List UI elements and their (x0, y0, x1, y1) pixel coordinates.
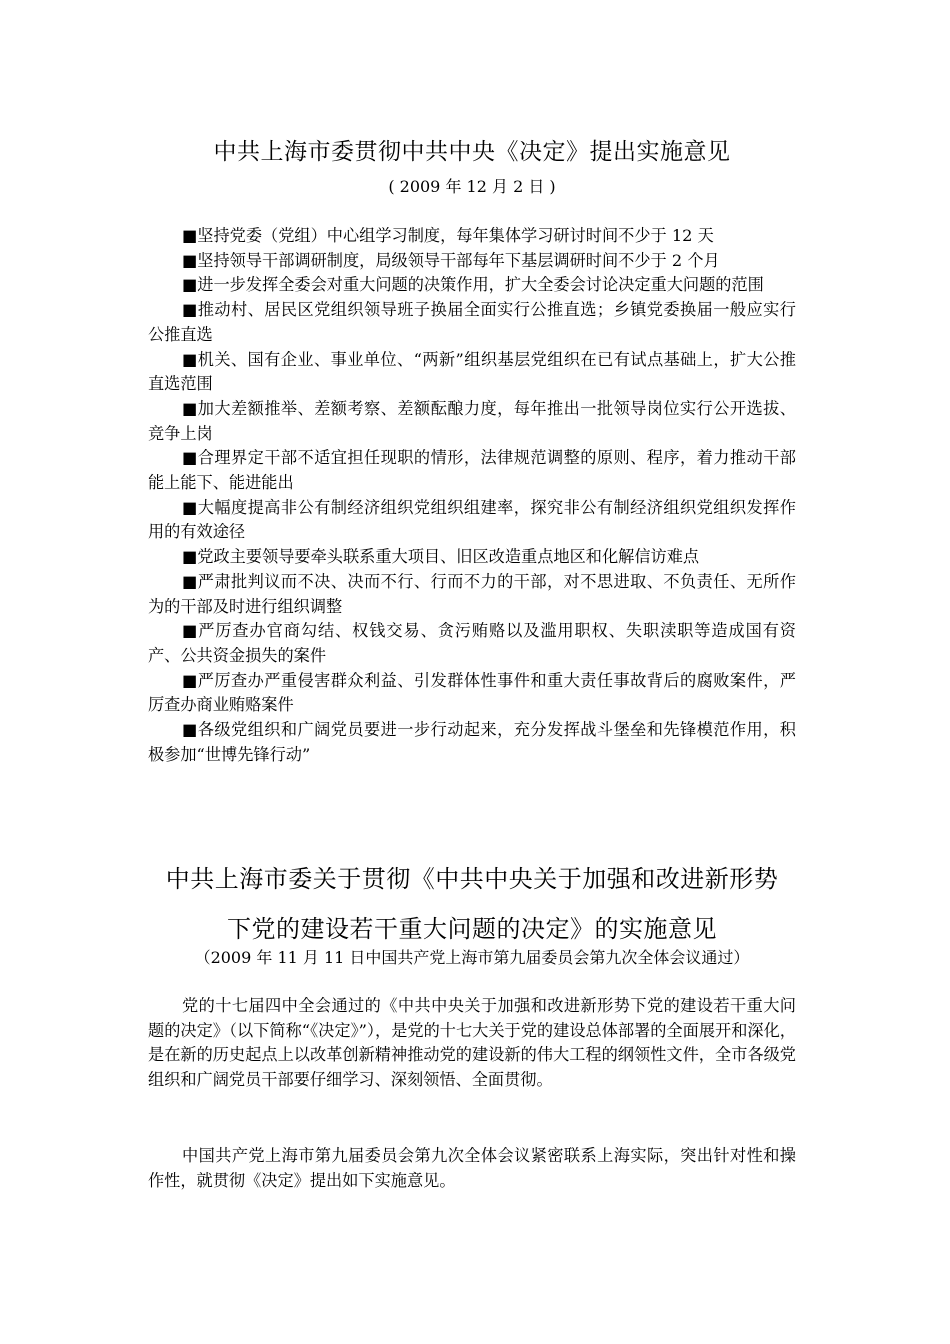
bullet-item: ■大幅度提高非公有制经济组织党组织组建率，探究非公有制经济组织党组织发挥作用的有效途径 (148, 497, 796, 542)
bullet-item: ■机关、国有企业、事业单位、“两新”组织基层党组织在已有试点基础上，扩大公推直选范围 (148, 349, 796, 394)
section1-bullet-list (148, 224, 796, 767)
section2-title (148, 854, 796, 954)
section2-paragraph-1: 党的十七届四中全会通过的《中共中央关于加强和改进新形势下党的建设若干重大问题的决定》（以下简称“《决定》”），是党的十七大关于党的建设总体部署的全面展开和深化，是在新的历史起点上以改革创新精神推动党的建设新的伟大工程的纲领性文件，全市各级党组织和广阔党员干部要仔细学习、深刻领悟、全面贯彻。 (148, 996, 796, 1090)
bullet-item: ■严厉查办严重侵害群众利益、引发群体性事件和重大责任事故背后的腐败案件，严厉查办商业贿赂案件 (148, 670, 796, 715)
bullet-item: ■坚持党委（党组）中心组学习制度，每年集体学习研讨时间不少于 12 天 (182, 226, 714, 245)
bullet-item: ■合理界定干部不适宜担任现职的情形，法律规范调整的原则、程序，着力推动干部能上能下、能进能出 (148, 448, 796, 493)
section1-date: ( 2009 年 12 月 2 日 ) (388, 177, 556, 196)
bullet-item: ■各级党组织和广阔党员要进一步行动起来，充分发挥战斗堡垒和先锋模范作用，积极参加“世博先锋行动” (148, 720, 796, 764)
section2-title-line1: 中共上海市委关于贯彻《中共中央关于加强和改进新形势 (165, 865, 779, 893)
section2-paragraph-2: 中国共产党上海市第九届委员会第九次全体会议紧密联系上海实际，突出针对性和操作性，就贯彻《决定》提出如下实施意见。 (148, 1146, 796, 1190)
bullet-item: ■加大差额推举、差额考察、差额酝酿力度，每年推出一批领导岗位实行公开选拔、竞争上岗 (148, 398, 796, 443)
bullet-item: ■党政主要领导要牵头联系重大项目、旧区改造重点地区和化解信访难点 (182, 547, 700, 567)
bullet-item: ■推动村、居民区党组织领导班子换届全面实行公推直选；乡镇党委换届一般应实行公推直选 (148, 300, 796, 344)
section1-title: 中共上海市委贯彻中共中央《决定》提出实施意见 (213, 139, 731, 165)
bullet-item: ■坚持领导干部调研制度，局级领导干部每年下基层调研时间不少于 2 个月 (182, 250, 720, 270)
bullet-item: ■进一步发挥全委会对重大问题的决策作用，扩大全委会讨论决定重大问题的范围 (182, 275, 764, 295)
bullet-item: ■严肃批判议而不决、决而不行、行而不力的干部，对不思进取、不负责任、无所作为的干部及时进行组织调整 (148, 571, 796, 616)
bullet-item: ■严厉查办官商勾结、权钱交易、贪污贿赂以及滥用职权、失职渎职等造成国有资产、公共资金损失的案件 (148, 621, 796, 665)
section2-title-line2: 下党的建设若干重大问题的决定》的实施意见 (227, 915, 717, 943)
section2-date: （2009 年 11 月 11 日中国共产党上海市第九届委员会第九次全体会议通过） (194, 948, 750, 967)
